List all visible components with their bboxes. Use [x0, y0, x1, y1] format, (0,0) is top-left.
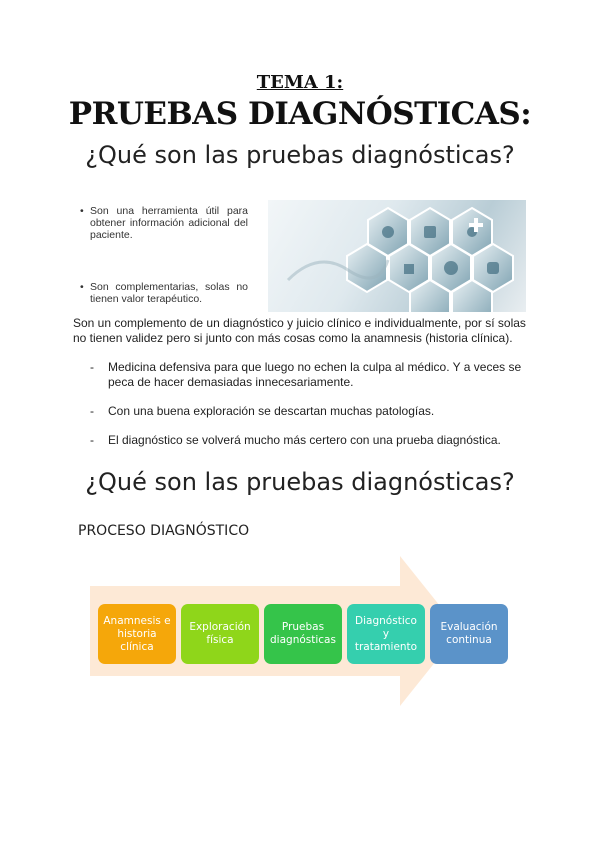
- process-diagram: [90, 556, 520, 706]
- dash-marker: -: [90, 404, 94, 418]
- process-step: [264, 604, 342, 664]
- dash-marker: -: [90, 360, 94, 374]
- medical-hexagon-image: [268, 200, 526, 312]
- intro-paragraph: Son un complemento de un diagnóstico y juicio clínico e individualmente, por sí solas no tienen validez pero si junto con más cosas como la anamnesis (historia clínica).: [73, 316, 526, 345]
- list-item-text: Con una buena exploración se descartan muchas patologías.: [108, 404, 435, 418]
- process-step-label: Diagnóstico y tratamiento: [354, 614, 418, 653]
- process-step-label: Anamnesis e historia clínica: [103, 614, 171, 653]
- section-subtitle: ¿Qué son las pruebas diagnósticas?: [85, 141, 515, 169]
- page-title: PRUEBAS DIAGNÓSTICAS:: [68, 96, 532, 132]
- process-step-label: Pruebas diagnósticas: [270, 621, 336, 646]
- process-step-label: Evaluación continua: [440, 621, 498, 646]
- process-step: [347, 604, 425, 664]
- list-item-text: El diagnóstico se volverá mucho más certero con una prueba diagnóstica.: [108, 433, 501, 447]
- section2-title: ¿Qué son las pruebas diagnósticas?: [85, 468, 515, 496]
- slide-bullet: • Son una herramienta útil para obtener información adicional del paciente.: [80, 205, 248, 241]
- process-step-label: Exploración física: [189, 621, 251, 646]
- process-label: PROCESO DIAGNÓSTICO: [78, 523, 250, 539]
- process-step: [181, 604, 259, 664]
- process-step: [98, 604, 176, 664]
- list-item-text: Medicina defensiva para que luego no echen la culpa al médico. Y a veces se peca de hacer demasiadas innecesariamente.: [108, 360, 522, 389]
- hexagon-collage-icon: [268, 200, 526, 312]
- tema-label: TEMA 1:: [256, 72, 344, 93]
- dash-marker: -: [90, 433, 94, 447]
- process-step: [430, 604, 508, 664]
- slide-bullet: • Son complementarias, solas no tienen valor terapéutico.: [80, 281, 248, 305]
